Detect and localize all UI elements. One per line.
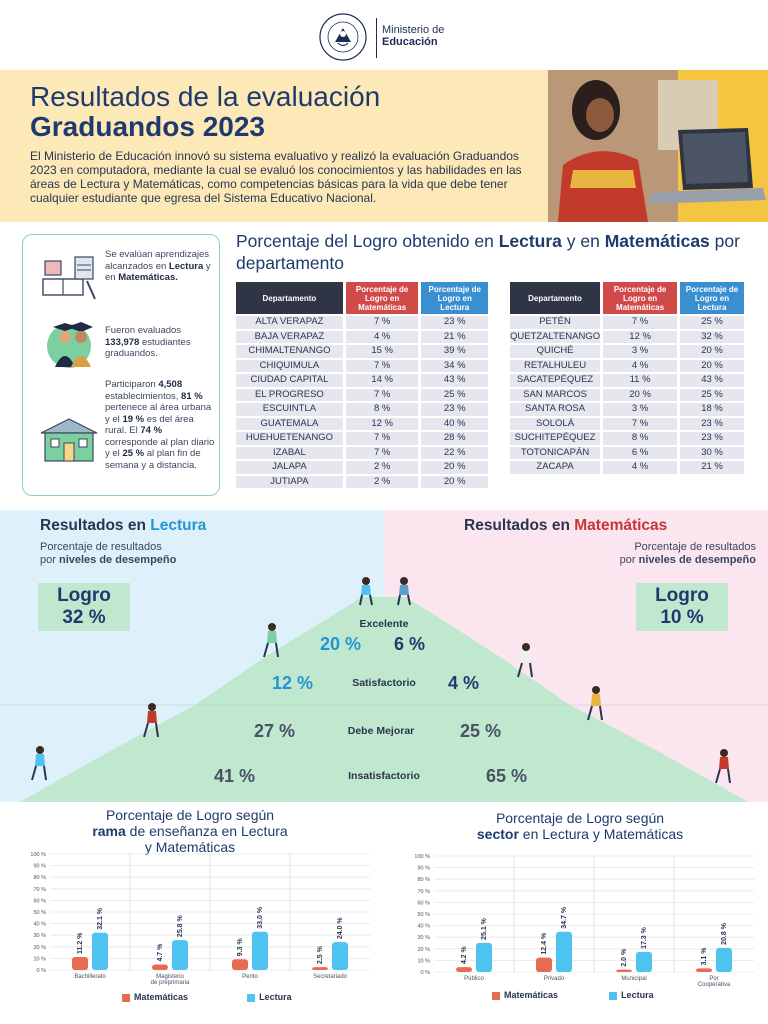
bar-lectura	[172, 940, 188, 970]
cell-departamento: ESCUINTLA	[236, 403, 343, 416]
logro-label: Logro	[655, 585, 709, 606]
data-label: 17.3 %	[641, 927, 648, 949]
table-header-row	[236, 282, 488, 314]
bar-lectura	[332, 942, 348, 970]
level-insatisfactorio: Insatisfactorio	[348, 770, 420, 782]
cell-departamento: RETALHULEU	[510, 360, 600, 373]
graduates-icon	[39, 319, 99, 369]
table-row	[236, 476, 488, 489]
table-row	[236, 374, 488, 387]
y-tick-label: 60 %	[33, 898, 46, 905]
cell-matematicas: 8 %	[346, 403, 419, 416]
cell-lectura: 21 %	[421, 331, 488, 344]
table-row	[510, 418, 744, 431]
y-tick-label: 50 %	[417, 912, 430, 918]
y-tick-label: 10 %	[33, 956, 46, 963]
department-table-right	[507, 280, 747, 476]
ministry-line1: Ministerio de	[382, 24, 445, 36]
cell-departamento: SANTA ROSA	[510, 403, 600, 416]
y-tick-label: 80 %	[417, 877, 430, 884]
pct-lectura-excelente: 20 %	[320, 634, 362, 654]
cell-lectura: 43 %	[421, 374, 488, 387]
results-matematicas-subtitle: Porcentaje de resultados por niveles de desempeño	[619, 541, 756, 566]
results-lectura-title: Resultados en Lectura	[40, 517, 207, 534]
table-row	[236, 389, 488, 402]
student-photo	[548, 70, 768, 222]
pct-matematicas-excelente: 6 %	[394, 634, 426, 654]
logro-matematicas-value: 10 %	[660, 607, 704, 628]
cell-lectura: 23 %	[421, 403, 488, 416]
pct-matematicas-satisfactorio: 4 %	[448, 673, 480, 693]
cell-departamento: ZACAPA	[510, 461, 600, 474]
y-tick-label: 40 %	[33, 921, 46, 928]
data-label: 32.1 %	[97, 907, 104, 930]
legend-label-matematicas: Matemáticas	[504, 990, 559, 1000]
cell-matematicas: 15 %	[346, 345, 419, 358]
cell-matematicas: 2 %	[346, 476, 419, 489]
cell-lectura: 40 %	[421, 418, 488, 431]
data-label: 24.0 %	[337, 917, 344, 940]
legend-sector	[492, 990, 654, 1000]
cell-lectura: 20 %	[421, 476, 488, 489]
cell-matematicas: 7 %	[346, 447, 419, 460]
y-tick-label: 20 %	[33, 944, 46, 951]
bar-lectura	[636, 952, 652, 972]
legend-label-lectura: Lectura	[621, 990, 654, 1000]
y-tick-label: 20 %	[417, 946, 430, 953]
hero-subtitle: Graduandos 2023	[30, 111, 265, 142]
cell-lectura: 23 %	[680, 432, 744, 445]
header-matematicas: Porcentaje de Logro en Matemáticas	[603, 282, 677, 314]
y-tick-label: 100 %	[30, 852, 46, 858]
cell-departamento: SOLOLÁ	[510, 418, 600, 431]
data-label: 4.2 %	[461, 946, 468, 965]
legend-swatch-matematicas	[122, 994, 130, 1002]
cell-matematicas: 7 %	[603, 316, 677, 329]
table-row	[236, 316, 488, 329]
cell-matematicas: 7 %	[346, 360, 419, 373]
table-row	[236, 418, 488, 431]
cell-departamento: JUTIAPA	[236, 476, 343, 489]
info-text-evaluation: Se evalúan aprendizajes alcanzados en Lectura y en Matemáticas.	[105, 249, 211, 283]
info-text-schools: Participaron 4,508 establecimientos, 81 % pertenece al área urbana y el 19 % es del área rural. El 74 % corresponde al plan diario y el 25 % al plan fin de semana y a distancia.	[105, 379, 215, 471]
bar-lectura	[252, 932, 268, 970]
bar-matematicas	[152, 965, 168, 970]
bar-matematicas	[72, 957, 88, 970]
legend-label-lectura: Lectura	[259, 992, 292, 1002]
cell-lectura: 25 %	[680, 389, 744, 402]
cell-matematicas: 7 %	[603, 418, 677, 431]
bar-lectura	[476, 943, 492, 972]
header-lectura: Porcentaje de Logro en Lectura	[680, 282, 744, 314]
cell-matematicas: 7 %	[346, 432, 419, 445]
cell-departamento: CHIMALTENANGO	[236, 345, 343, 358]
bar-matematicas	[536, 958, 552, 972]
table-row	[510, 360, 744, 373]
level-satisfactorio: Satisfactorio	[352, 677, 416, 689]
ministry-line2: Educación	[382, 36, 438, 48]
table-row	[510, 345, 744, 358]
cell-departamento: SUCHITEPÉQUEZ	[510, 432, 600, 445]
department-table-left	[233, 280, 491, 490]
hero-description: El Ministerio de Educación innovó su sistema evaluativo y realizó la evaluación Graduandos 2023 en computadora, mediante la cual se evaluó los conocimientos y las habilidades en las áreas de Lectura y Matemáticas, como competencias básicas para la vida que debe tener cualquier estudiante que egresa del Sistema Educativo Nacional.	[30, 149, 522, 205]
bar-matematicas	[696, 968, 712, 972]
table-section-title: Porcentaje del Logro obtenido en Lectura y en Matemáticas por departamento	[236, 231, 740, 273]
cell-matematicas: 7 %	[346, 316, 419, 329]
table-row	[510, 447, 744, 460]
data-label: 34.7 %	[561, 906, 568, 929]
x-tick-label: Público	[464, 976, 484, 982]
table-row	[236, 360, 488, 373]
y-tick-label: 30 %	[417, 935, 430, 942]
cell-matematicas: 12 %	[346, 418, 419, 431]
books-calculator-icon	[39, 253, 99, 303]
ministry-logo-text	[382, 24, 444, 48]
y-tick-label: 70 %	[417, 888, 430, 895]
data-label: 25.8 %	[177, 915, 184, 938]
y-tick-label: 0 %	[420, 970, 430, 976]
cell-matematicas: 11 %	[603, 374, 677, 387]
bar-lectura	[716, 948, 732, 972]
cell-departamento: EL PROGRESO	[236, 389, 343, 402]
data-label: 12.4 %	[541, 932, 548, 955]
table-row	[510, 432, 744, 445]
bar-matematicas	[312, 967, 328, 970]
table-row	[510, 389, 744, 402]
y-tick-label: 70 %	[33, 886, 46, 893]
x-tick-label: Privado	[543, 976, 565, 982]
cell-lectura: 20 %	[680, 360, 744, 373]
logro-lectura-value: 32 %	[62, 607, 106, 628]
cell-matematicas: 12 %	[603, 331, 677, 344]
cell-lectura: 32 %	[680, 331, 744, 344]
cell-departamento: CHIQUIMULA	[236, 360, 343, 373]
table-row	[510, 461, 744, 474]
cell-departamento: CIUDAD CAPITAL	[236, 374, 343, 387]
header-departamento: Departamento	[510, 282, 600, 314]
cell-matematicas: 2 %	[346, 461, 419, 474]
x-tick-label: Por	[709, 976, 719, 982]
results-lectura-subtitle: Porcentaje de resultados por niveles de desempeño	[40, 541, 177, 566]
cell-matematicas: 4 %	[346, 331, 419, 344]
cell-lectura: 39 %	[421, 345, 488, 358]
cell-lectura: 43 %	[680, 374, 744, 387]
data-label: 20.8 %	[721, 923, 728, 945]
table-row	[236, 331, 488, 344]
table-row	[236, 447, 488, 460]
legend-swatch-matematicas	[492, 992, 500, 1000]
logro-lectura-box	[38, 583, 130, 631]
table-row	[236, 345, 488, 358]
cell-matematicas: 4 %	[603, 461, 677, 474]
y-tick-label: 30 %	[33, 933, 46, 940]
cell-departamento: HUEHUETENANGO	[236, 432, 343, 445]
cell-lectura: 34 %	[421, 360, 488, 373]
cell-matematicas: 4 %	[603, 360, 677, 373]
header-departamento: Departamento	[236, 282, 343, 314]
y-tick-label: 90 %	[33, 863, 46, 870]
bar-matematicas	[232, 959, 248, 970]
table-row	[510, 316, 744, 329]
chart-rama-title: Porcentaje de Logro según rama de enseñanza en Lectura y Matemáticas	[92, 807, 288, 855]
cell-departamento: ALTA VERAPAZ	[236, 316, 343, 329]
cell-departamento: TOTONICAPÁN	[510, 447, 600, 460]
y-tick-label: 0 %	[36, 968, 46, 974]
y-tick-label: 50 %	[33, 910, 46, 916]
header-separator	[376, 18, 377, 58]
y-tick-label: 80 %	[33, 875, 46, 882]
bar-matematicas	[456, 967, 472, 972]
cell-lectura: 20 %	[421, 461, 488, 474]
cell-departamento: QUICHÉ	[510, 345, 600, 358]
cell-departamento: JALAPA	[236, 461, 343, 474]
x-tick-label: de preprimaria	[150, 980, 190, 986]
hero-title: Resultados de la evaluación	[30, 81, 381, 112]
data-label: 2.5 %	[317, 946, 324, 965]
pct-lectura-satisfactorio: 12 %	[272, 673, 314, 693]
y-tick-label: 100 %	[414, 854, 430, 860]
results-matematicas-title: Resultados en Matemáticas	[464, 517, 668, 534]
cell-lectura: 23 %	[421, 316, 488, 329]
level-excelente: Excelente	[359, 618, 409, 630]
table-row	[510, 374, 744, 387]
y-tick-label: 40 %	[417, 923, 430, 930]
pct-lectura-debe-mejorar: 27 %	[254, 721, 296, 741]
chart-sector	[384, 848, 768, 988]
table-header-row	[510, 282, 744, 314]
chart-rama	[0, 846, 384, 986]
chart-sector-title: Porcentaje de Logro según sector en Lectura y Matemáticas	[476, 810, 684, 842]
header	[0, 0, 768, 68]
y-tick-label: 10 %	[417, 958, 430, 965]
legend-swatch-lectura	[247, 994, 255, 1002]
bar-lectura	[92, 933, 108, 970]
legend-swatch-lectura	[609, 992, 617, 1000]
header-matematicas: Porcentaje de Logro en Matemáticas	[346, 282, 419, 314]
cell-matematicas: 14 %	[346, 374, 419, 387]
x-tick-label: Municipal	[621, 976, 647, 982]
data-label: 11.2 %	[77, 932, 84, 955]
cell-matematicas: 3 %	[603, 403, 677, 416]
pct-matematicas-debe-mejorar: 25 %	[460, 721, 502, 741]
coat-of-arms-icon	[318, 12, 368, 62]
cell-lectura: 22 %	[421, 447, 488, 460]
cell-matematicas: 8 %	[603, 432, 677, 445]
table-row	[236, 461, 488, 474]
header-lectura: Porcentaje de Logro en Lectura	[421, 282, 488, 314]
cell-matematicas: 6 %	[603, 447, 677, 460]
data-label: 33.0 %	[257, 906, 264, 929]
cell-departamento: QUETZALTENANGO	[510, 330, 601, 342]
cell-lectura: 23 %	[680, 418, 744, 431]
x-tick-label: Perito	[242, 974, 258, 980]
y-tick-label: 90 %	[417, 865, 430, 872]
bar-matematicas	[616, 970, 632, 972]
x-tick-label: Secretariado	[312, 974, 348, 980]
cell-departamento: IZABAL	[236, 447, 343, 460]
cell-matematicas: 7 %	[346, 389, 419, 402]
cell-lectura: 20 %	[680, 345, 744, 358]
bar-lectura	[556, 932, 572, 972]
data-label: 25.1 %	[481, 918, 488, 940]
info-box	[22, 234, 220, 496]
level-debe-mejorar: Debe Mejorar	[347, 725, 415, 737]
cell-departamento: GUATEMALA	[236, 418, 343, 431]
data-label: 3.1 %	[701, 947, 708, 966]
tier-peak	[330, 597, 438, 617]
x-tick-label: Bachillerato	[74, 974, 106, 980]
data-label: 4.7 %	[157, 943, 164, 962]
table-row	[510, 403, 744, 416]
cell-departamento: SAN MARCOS	[510, 389, 600, 402]
school-building-icon	[39, 415, 99, 465]
data-label: 9.3 %	[237, 938, 244, 957]
cell-lectura: 25 %	[421, 389, 488, 402]
legend-rama	[122, 992, 292, 1002]
logro-matematicas-box	[636, 583, 728, 631]
cell-lectura: 18 %	[680, 403, 744, 416]
pct-lectura-insatisfactorio: 41 %	[214, 766, 256, 786]
logro-label: Logro	[57, 585, 111, 606]
cell-lectura: 30 %	[680, 447, 744, 460]
cell-matematicas: 3 %	[603, 345, 677, 358]
x-tick-label: Magisterio	[156, 974, 184, 980]
table-row	[236, 432, 488, 445]
table-row	[236, 403, 488, 416]
cell-lectura: 25 %	[680, 316, 744, 329]
cell-lectura: 28 %	[421, 432, 488, 445]
cell-departamento: PETÉN	[510, 316, 600, 329]
info-text-students: Fueron evaluados 133,978 estudiantes graduandos.	[105, 325, 191, 359]
table-row	[510, 331, 744, 344]
cell-departamento: SACATEPÉQUEZ	[510, 374, 600, 387]
data-label: 2.0 %	[621, 948, 628, 967]
y-tick-label: 60 %	[417, 900, 430, 907]
cell-departamento: BAJA VERAPAZ	[236, 331, 343, 344]
x-tick-label: Cooperativa	[697, 982, 731, 988]
cell-lectura: 21 %	[680, 461, 744, 474]
cell-matematicas: 20 %	[603, 389, 677, 402]
pct-matematicas-insatisfactorio: 65 %	[486, 766, 528, 786]
legend-label-matematicas: Matemáticas	[134, 992, 189, 1002]
